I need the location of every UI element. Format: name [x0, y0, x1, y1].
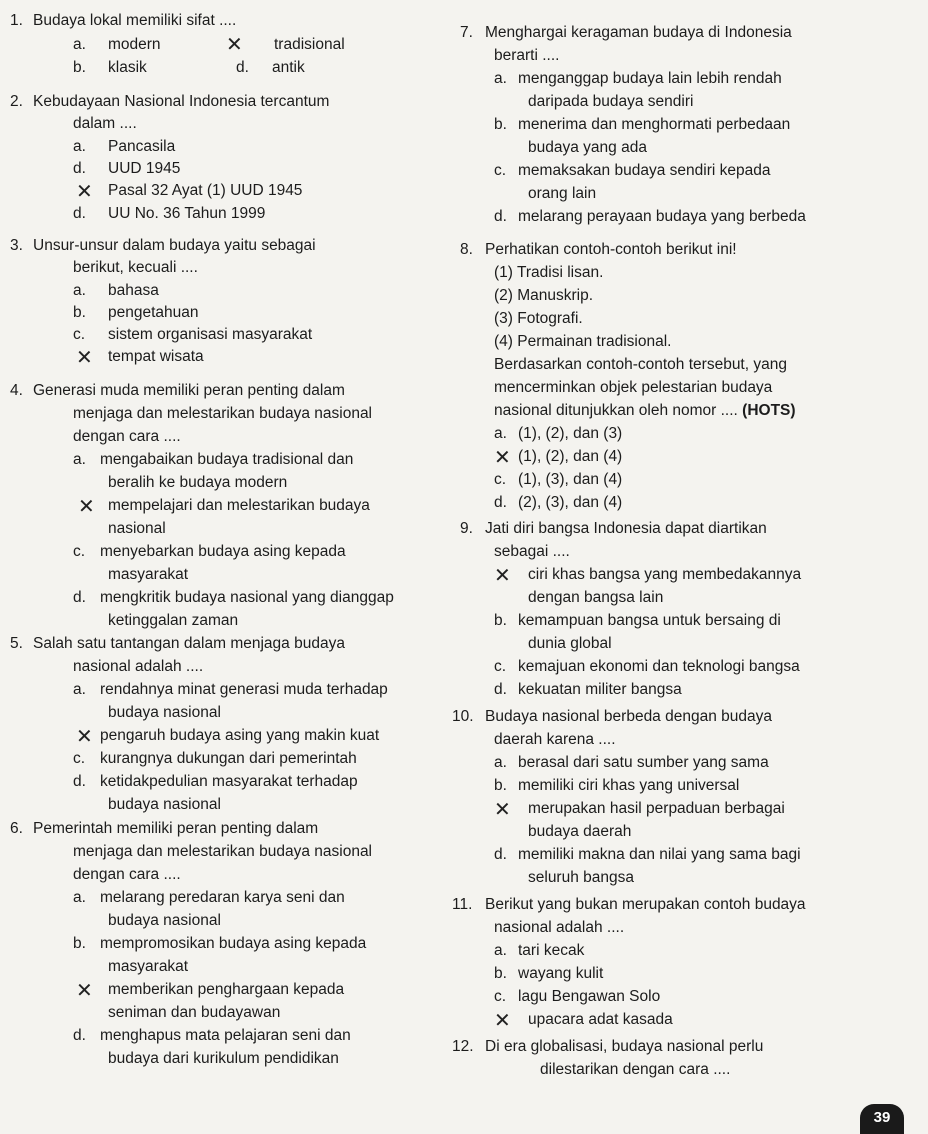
- question-11-text: nasional adalah ....: [494, 919, 625, 936]
- question-4-text: dengan cara ....: [73, 428, 181, 445]
- option-label: c.: [73, 750, 86, 767]
- question-4-text: Generasi muda memiliki peran penting dalam: [33, 382, 345, 399]
- question-7-number: 7.: [460, 24, 473, 41]
- question-8-text: Berdasarkan contoh-contoh tersebut, yang: [494, 356, 787, 373]
- question-8-number: 8.: [460, 241, 473, 258]
- option-text: mengkritik budaya nasional yang dianggap: [100, 589, 394, 606]
- option-label: b.: [494, 777, 507, 794]
- question-10-text: daerah karena ....: [494, 731, 616, 748]
- question-1-text: Budaya lokal memiliki sifat ....: [33, 12, 237, 29]
- option-label: c.: [494, 471, 507, 488]
- option-text: ketinggalan zaman: [108, 612, 239, 629]
- option-text: melarang perayaan budaya yang berbeda: [518, 208, 806, 225]
- question-2-number: 2.: [10, 93, 23, 110]
- option-label: d.: [494, 208, 507, 225]
- option-label: b.: [494, 965, 507, 982]
- option-text: Pancasila: [108, 138, 176, 155]
- question-3-text: Unsur-unsur dalam budaya yaitu sebagai: [33, 237, 316, 254]
- option-label: a.: [73, 451, 86, 468]
- question-10-text: Budaya nasional berbeda dengan budaya: [485, 708, 772, 725]
- option-text: kemajuan ekonomi dan teknologi bangsa: [518, 658, 800, 675]
- option-text: UUD 1945: [108, 160, 181, 177]
- question-9-number: 9.: [460, 520, 473, 537]
- option-label: d.: [73, 205, 86, 222]
- option-label: d.: [236, 59, 249, 76]
- option-text: upacara adat kasada: [528, 1011, 673, 1028]
- option-text: dengan bangsa lain: [528, 589, 664, 606]
- option-text: melarang peredaran karya seni dan: [100, 889, 345, 906]
- question-8-text: nasional ditunjukkan oleh nomor .... (HOTS): [494, 402, 796, 419]
- option-label: a.: [494, 70, 507, 87]
- option-text: mempromosikan budaya asing kepada: [100, 935, 367, 952]
- answer-mark-icon: ✕: [76, 724, 93, 748]
- question-5-text: Salah satu tantangan dalam menjaga budaya: [33, 635, 345, 652]
- option-label: a.: [73, 681, 86, 698]
- option-text: (1), (3), dan (4): [518, 471, 623, 488]
- question-8-item: (1) Tradisi lisan.: [494, 264, 604, 281]
- option-text: budaya nasional: [108, 704, 221, 721]
- question-5-number: 5.: [10, 635, 23, 652]
- option-text: masyarakat: [108, 566, 189, 583]
- option-label: d.: [494, 846, 507, 863]
- option-text: rendahnya minat generasi muda terhadap: [100, 681, 388, 698]
- option-label: c.: [494, 988, 507, 1005]
- option-label: a.: [73, 138, 86, 155]
- option-text: tradisional: [274, 36, 345, 53]
- answer-mark-icon: ✕: [494, 445, 511, 469]
- question-9-text: sebagai ....: [494, 543, 570, 560]
- option-text: budaya nasional: [108, 796, 221, 813]
- answer-mark-icon: ✕: [76, 345, 93, 369]
- question-8-text: mencerminkan objek pelestarian budaya: [494, 379, 773, 396]
- option-text: budaya yang ada: [528, 139, 647, 156]
- option-text: mempelajari dan melestarikan budaya: [108, 497, 370, 514]
- question-7-text: berarti ....: [494, 47, 560, 64]
- option-label: c.: [73, 543, 86, 560]
- option-text: budaya nasional: [108, 912, 221, 929]
- option-label: b.: [494, 116, 507, 133]
- option-text: seniman dan budayawan: [108, 1004, 281, 1021]
- question-4-number: 4.: [10, 382, 23, 399]
- question-3-text: berikut, kecuali ....: [73, 259, 198, 276]
- question-9-text: Jati diri bangsa Indonesia dapat diartikan: [485, 520, 767, 537]
- option-label: b.: [73, 935, 86, 952]
- question-10-number: 10.: [452, 708, 474, 725]
- option-text: ketidakpedulian masyarakat terhadap: [100, 773, 358, 790]
- option-text: menerima dan menghormati perbedaan: [518, 116, 791, 133]
- question-6-number: 6.: [10, 820, 23, 837]
- option-text: pengetahuan: [108, 304, 199, 321]
- option-text: seluruh bangsa: [528, 869, 634, 886]
- question-8-item: (3) Fotografi.: [494, 310, 583, 327]
- option-text: pengaruh budaya asing yang makin kuat: [100, 727, 380, 744]
- option-text: klasik: [108, 59, 147, 76]
- option-text: mengabaikan budaya tradisional dan: [100, 451, 354, 468]
- option-text: sistem organisasi masyarakat: [108, 326, 313, 343]
- option-text: Pasal 32 Ayat (1) UUD 1945: [108, 182, 303, 199]
- option-text: menghapus mata pelajaran seni dan: [100, 1027, 351, 1044]
- question-12-text: dilestarikan dengan cara ....: [540, 1061, 731, 1078]
- option-text: modern: [108, 36, 161, 53]
- option-text: ciri khas bangsa yang membedakannya: [528, 566, 802, 583]
- option-text: kekuatan militer bangsa: [518, 681, 682, 698]
- option-text: dunia global: [528, 635, 612, 652]
- question-8-item: (4) Permainan tradisional.: [494, 333, 672, 350]
- option-label: b.: [73, 304, 86, 321]
- question-6-text: Pemerintah memiliki peran penting dalam: [33, 820, 319, 837]
- option-label: d.: [73, 773, 86, 790]
- option-label: a.: [73, 36, 86, 53]
- question-8-item: (2) Manuskrip.: [494, 287, 594, 304]
- answer-mark-icon: ✕: [226, 32, 243, 56]
- question-12-text: Di era globalisasi, budaya nasional perlu: [485, 1038, 764, 1055]
- option-text: antik: [272, 59, 305, 76]
- answer-mark-icon: ✕: [78, 494, 95, 518]
- page-number: 39: [860, 1104, 904, 1134]
- option-label: b.: [73, 59, 86, 76]
- option-text: tempat wisata: [108, 348, 204, 365]
- answer-mark-icon: ✕: [76, 179, 93, 203]
- hots-tag: (HOTS): [742, 402, 796, 419]
- option-text: (2), (3), dan (4): [518, 494, 623, 511]
- option-text: beralih ke budaya modern: [108, 474, 288, 491]
- option-text: berasal dari satu sumber yang sama: [518, 754, 769, 771]
- question-5-text: nasional adalah ....: [73, 658, 204, 675]
- answer-mark-icon: ✕: [76, 978, 93, 1002]
- option-text: daripada budaya sendiri: [528, 93, 694, 110]
- question-3-number: 3.: [10, 237, 23, 254]
- option-label: d.: [494, 494, 507, 511]
- option-text: menyebarkan budaya asing kepada: [100, 543, 346, 560]
- option-label: d.: [494, 681, 507, 698]
- option-label: a.: [73, 282, 86, 299]
- answer-mark-icon: ✕: [494, 563, 511, 587]
- option-text: menganggap budaya lain lebih rendah: [518, 70, 782, 87]
- option-text: UU No. 36 Tahun 1999: [108, 205, 266, 222]
- question-2-text: Kebudayaan Nasional Indonesia tercantum: [33, 93, 330, 110]
- option-label: c.: [73, 326, 86, 343]
- question-11-number: 11.: [452, 896, 473, 913]
- option-label: c.: [494, 658, 507, 675]
- question-4-text: menjaga dan melestarikan budaya nasional: [73, 405, 373, 422]
- option-text: (1), (2), dan (3): [518, 425, 623, 442]
- option-text: memberikan penghargaan kepada: [108, 981, 345, 998]
- answer-mark-icon: ✕: [494, 1008, 511, 1032]
- option-text: lagu Bengawan Solo: [518, 988, 661, 1005]
- question-12-number: 12.: [452, 1038, 474, 1055]
- option-text: orang lain: [528, 185, 597, 202]
- option-text: merupakan hasil perpaduan berbagai: [528, 800, 785, 817]
- option-text: memaksakan budaya sendiri kepada: [518, 162, 771, 179]
- option-text: memiliki makna dan nilai yang sama bagi: [518, 846, 801, 863]
- option-label: d.: [73, 1027, 86, 1044]
- option-text: bahasa: [108, 282, 159, 299]
- option-label: c.: [494, 162, 507, 179]
- question-1-number: 1.: [10, 12, 23, 29]
- option-text: masyarakat: [108, 958, 189, 975]
- option-label: d.: [73, 160, 86, 177]
- option-label: a.: [73, 889, 86, 906]
- option-text: tari kecak: [518, 942, 585, 959]
- option-text: budaya dari kurikulum pendidikan: [108, 1050, 339, 1067]
- question-8-text: Perhatikan contoh-contoh berikut ini!: [485, 241, 737, 258]
- option-text: nasional: [108, 520, 166, 537]
- option-label: d.: [73, 589, 86, 606]
- option-text: wayang kulit: [518, 965, 604, 982]
- option-text: kemampuan bangsa untuk bersaing di: [518, 612, 781, 629]
- question-7-text: Menghargai keragaman budaya di Indonesia: [485, 24, 792, 41]
- option-text: budaya daerah: [528, 823, 632, 840]
- option-label: b.: [494, 612, 507, 629]
- option-label: a.: [494, 942, 507, 959]
- question-2-text: dalam ....: [73, 115, 137, 132]
- question-11-text: Berikut yang bukan merupakan contoh budaya: [485, 896, 806, 913]
- question-6-text: menjaga dan melestarikan budaya nasional: [73, 843, 373, 860]
- option-label: a.: [494, 754, 507, 771]
- option-text: memiliki ciri khas yang universal: [518, 777, 740, 794]
- option-text: (1), (2), dan (4): [518, 448, 623, 465]
- option-text: kurangnya dukungan dari pemerintah: [100, 750, 357, 767]
- option-label: a.: [494, 425, 507, 442]
- question-6-text: dengan cara ....: [73, 866, 181, 883]
- answer-mark-icon: ✕: [494, 797, 511, 821]
